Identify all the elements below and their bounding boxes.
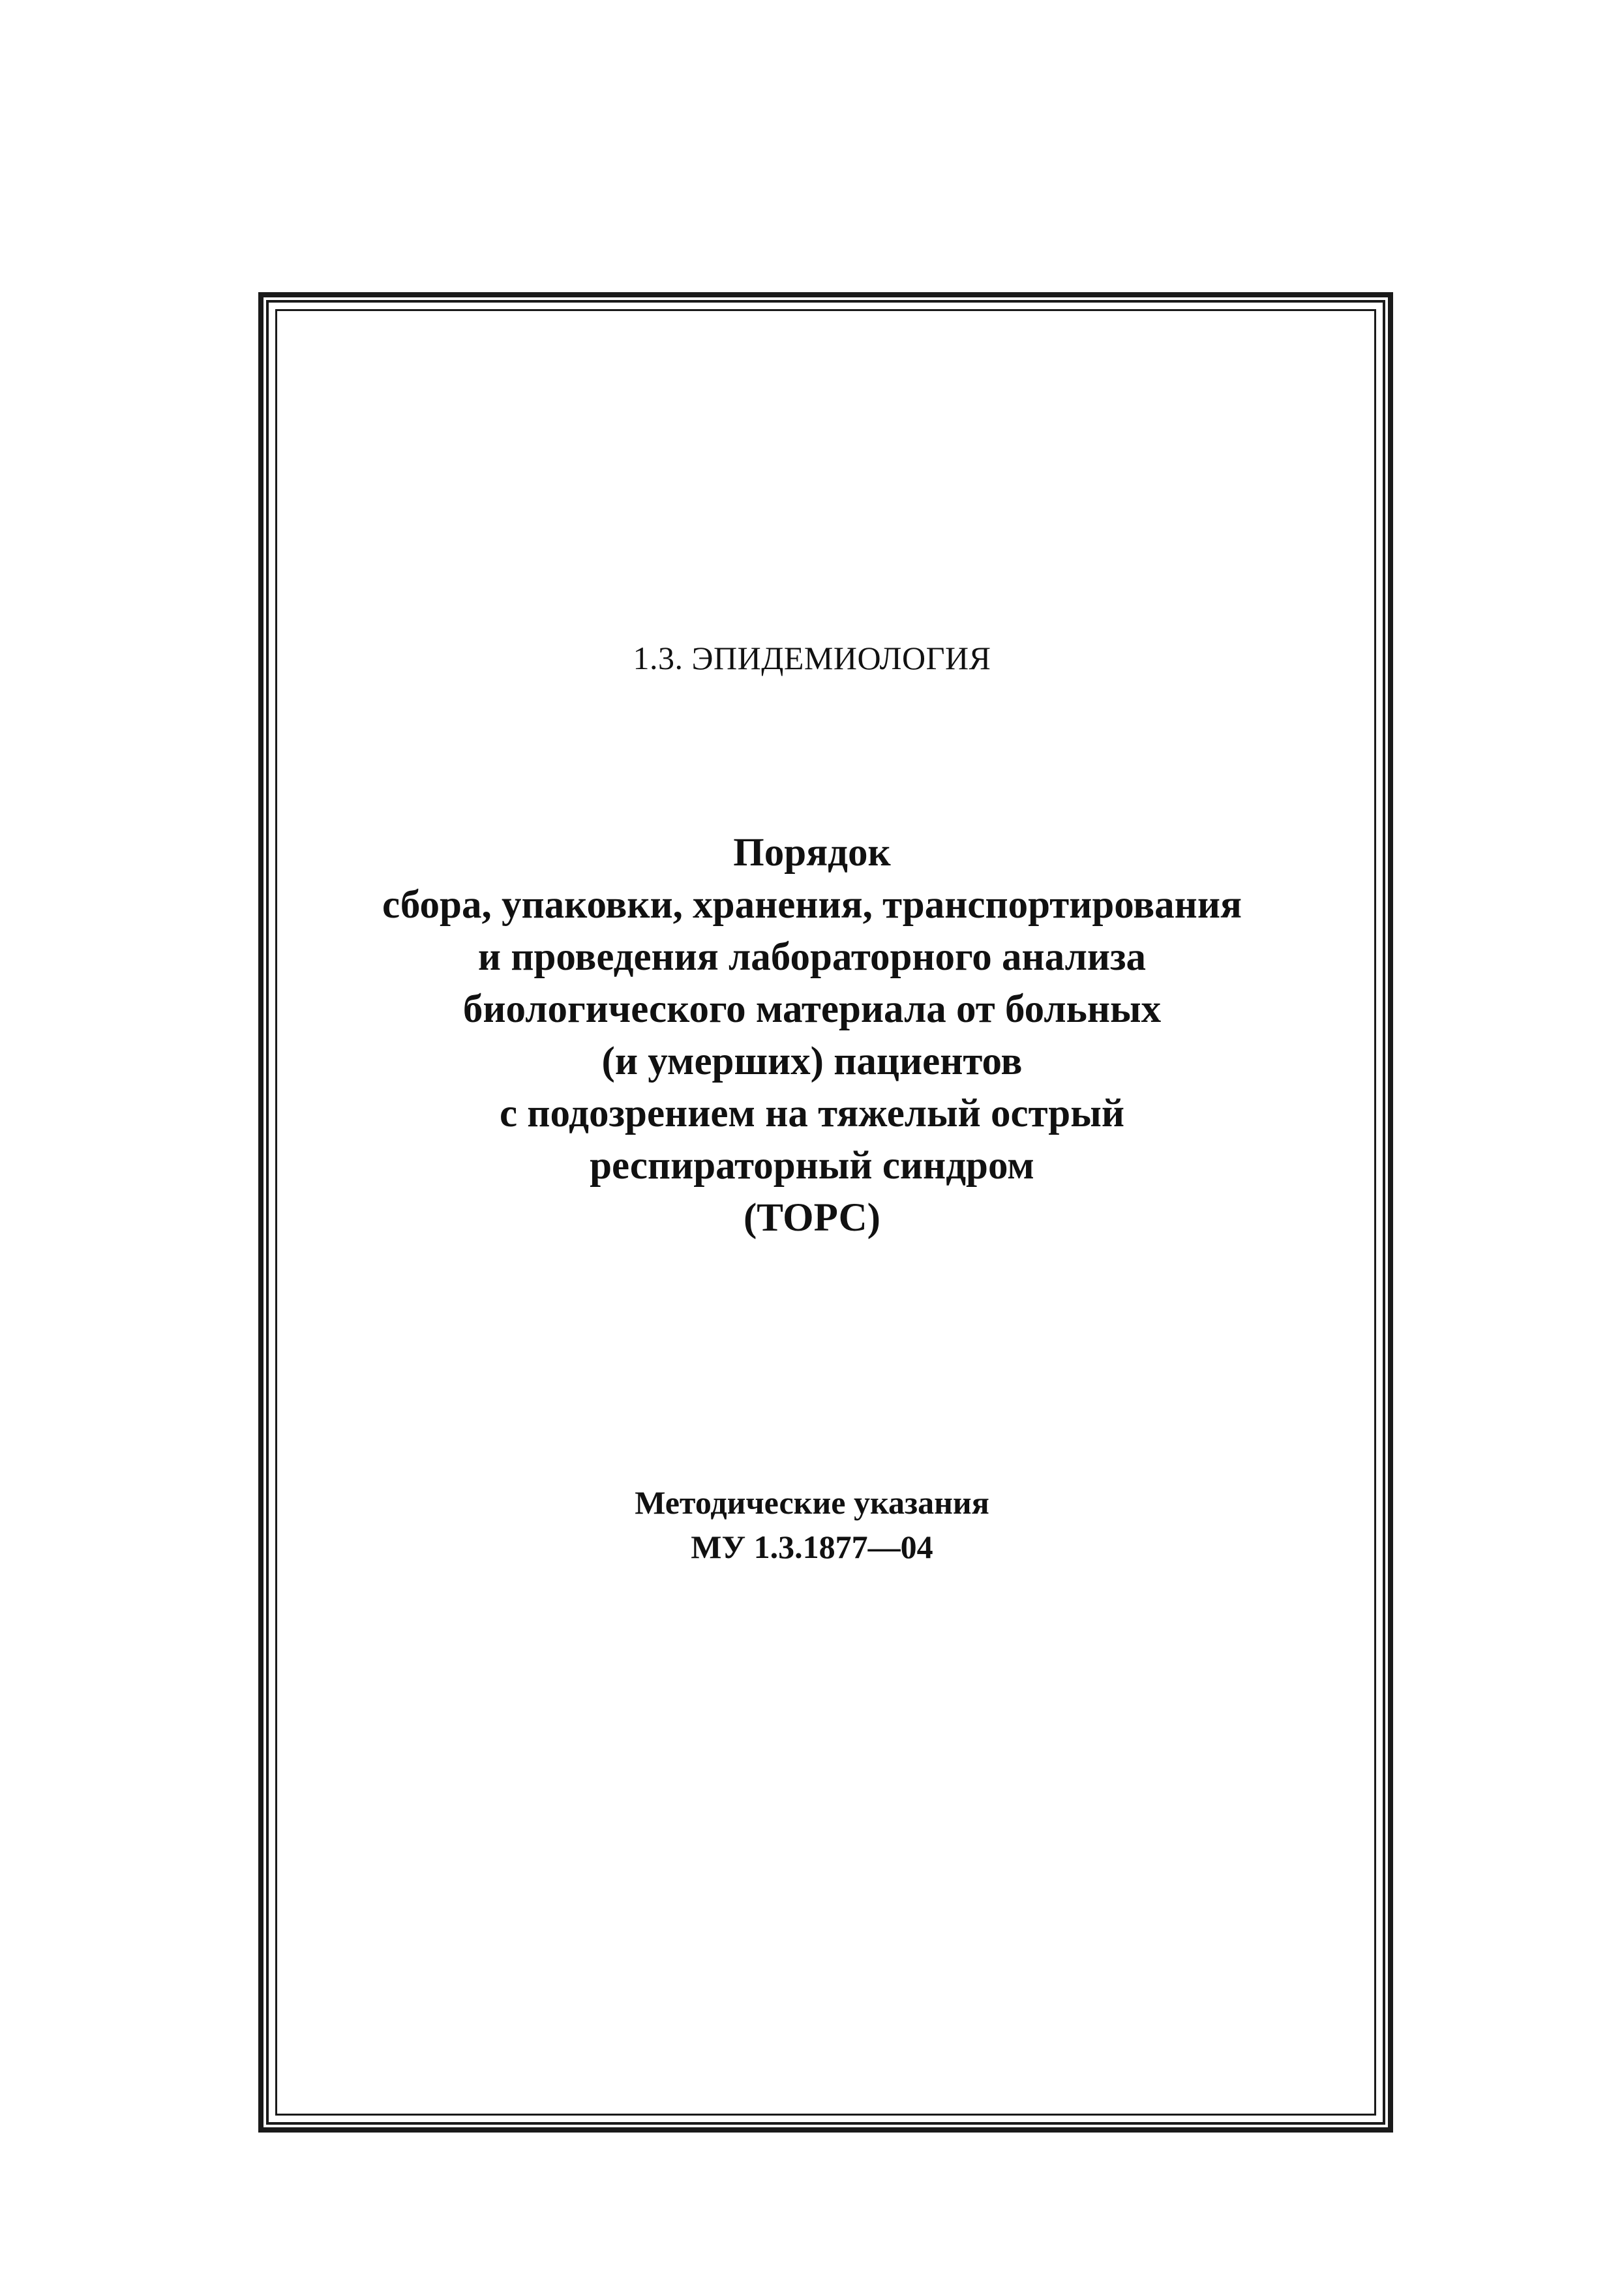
- document-title: [0, 827, 1624, 1244]
- document-designation: [0, 1480, 1624, 1569]
- document-type: Методические указания: [635, 1484, 989, 1521]
- title-line: и проведения лабораторного анализа: [477, 935, 1147, 979]
- title-line: биологического материала от больных: [462, 987, 1162, 1031]
- section-heading: 1.3. ЭПИДЕМИОЛОГИЯ: [633, 640, 991, 676]
- title-line: Порядок: [733, 831, 891, 875]
- title-line: респираторный синдром: [590, 1144, 1034, 1188]
- title-line: сбора, упаковки, хранения, транспортирования: [382, 883, 1242, 927]
- title-line: (и умерших) пациентов: [601, 1040, 1023, 1083]
- title-line: с подозрением на тяжелый острый: [499, 1092, 1125, 1135]
- title-line: (ТОРС): [743, 1196, 880, 1240]
- document-code: МУ 1.3.1877—04: [691, 1529, 933, 1565]
